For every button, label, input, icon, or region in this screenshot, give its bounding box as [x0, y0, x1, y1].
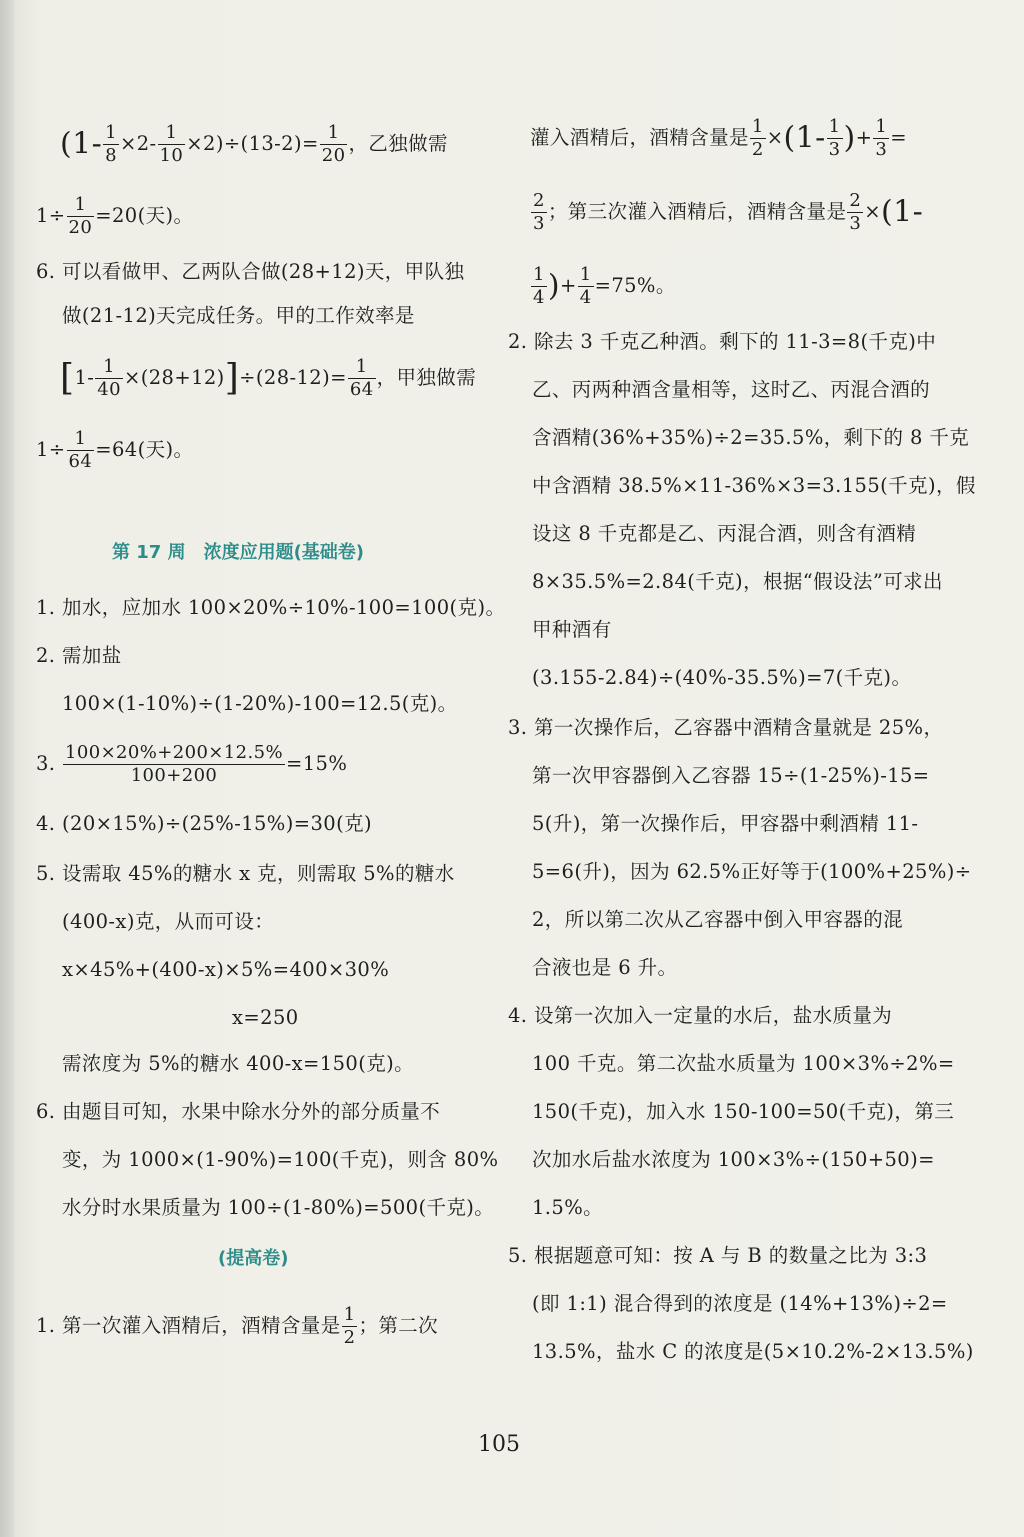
fraction [750, 118, 766, 159]
text-fragment: 1. 第一次灌入酒精后，酒精含量是 [36, 1314, 341, 1337]
fraction [158, 124, 186, 165]
page-number: 105 [478, 1432, 520, 1457]
fraction [531, 266, 547, 307]
numerator: 1 [105, 122, 117, 143]
text-line: 5(升)，第一次操作后，甲容器中剩酒精 11- [532, 812, 919, 835]
denominator: 10 [159, 145, 184, 166]
fraction [348, 358, 376, 399]
text-line: (400-x)克，从而可设： [62, 910, 275, 933]
text-line: 6. 由题目可知，水果中除水分外的部分质量不 [36, 1100, 441, 1123]
text-line [36, 430, 193, 471]
text-fragment: =64(天)。 [95, 438, 194, 461]
text-fragment: ；第三次灌入酒精后，酒精含量是 [547, 200, 847, 223]
text-line: x×45%+(400-x)×5%=400×30% [62, 958, 390, 981]
denominator: 2 [751, 139, 764, 160]
text-fragment: ) [547, 268, 560, 304]
book-gutter [0, 0, 14, 1537]
text-fragment: 1÷ [36, 438, 66, 461]
numerator: 1 [875, 116, 888, 137]
text-fragment: × [864, 200, 881, 223]
text-fragment: =75%。 [594, 274, 676, 297]
text-line: 4. 设第一次加入一定量的水后，盐水质量为 [508, 1004, 893, 1027]
text-fragment: = [890, 126, 907, 149]
text-line: 水分时水果质量为 100÷(1-80%)=500(千克)。 [62, 1196, 495, 1219]
text-fragment: ；第二次 [358, 1314, 439, 1337]
text-fragment: 灌入酒精后，酒精含量是 [530, 126, 749, 149]
text-fragment: 1- [74, 366, 95, 389]
denominator: 4 [533, 287, 545, 308]
text-line [36, 1306, 438, 1347]
fraction [531, 192, 547, 233]
text-fragment: ) [843, 120, 856, 156]
text-line: 5. 根据题意可知：按 A 与 B 的数量之比为 3:3 [508, 1244, 928, 1267]
text-line: x=250 [232, 1006, 299, 1029]
text-line: 8×35.5%=2.84(千克)，根据“假设法”可求出 [532, 570, 943, 593]
numerator: 1 [95, 358, 123, 379]
fraction [873, 118, 889, 159]
text-fragment: )÷(13-2)= [215, 132, 319, 155]
denominator: 3 [533, 213, 545, 234]
section-heading: 第 17 周 浓度应用题(基础卷) [112, 542, 365, 563]
numerator: 1 [320, 124, 348, 145]
denominator: 20 [68, 217, 93, 238]
text-line: 100×(1-10%)÷(1-20%)-100=12.5(克)。 [62, 692, 458, 715]
numerator: 1 [533, 264, 545, 285]
fraction [320, 124, 348, 165]
text-line: 13.5%，盐水 C 的浓度是(5×10.2%-2×13.5%) [532, 1340, 974, 1363]
text-line: 4. (20×15%)÷(25%-15%)=30(克) [36, 812, 373, 835]
text-line: 6. 可以看做甲、乙两队合做(28+12)天，甲队独 [36, 260, 465, 283]
text-line: 变，为 1000×(1-90%)=100(千克)，则含 80% [62, 1148, 499, 1171]
text-line: (即 1:1) 混合得到的浓度是 (14%+13%)÷2= [532, 1292, 948, 1315]
text-line: 1. 加水，应加水 100×20%÷10%-100=100(克)。 [36, 596, 506, 619]
fraction [827, 118, 843, 159]
denominator: 8 [105, 145, 117, 166]
text-fragment: + [559, 274, 577, 297]
denominator: 3 [849, 213, 862, 234]
text-line: 5. 设需取 45%的糖水 x 克，则需取 5%的糖水 [36, 862, 455, 885]
text-line: 合液也是 6 升。 [532, 956, 678, 979]
text-line: 做(21-12)天完成任务。甲的工作效率是 [62, 304, 415, 327]
text-fragment: (1- [880, 194, 924, 230]
fraction [342, 1306, 358, 1347]
fraction [95, 358, 123, 399]
text-fragment: 1÷ [36, 204, 66, 227]
fraction [67, 196, 95, 237]
text-line [36, 196, 193, 237]
denominator: 3 [828, 139, 841, 160]
numerator: 1 [751, 116, 764, 137]
text-line: 乙、丙两种酒含量相等，这时乙、丙混合酒的 [532, 378, 931, 401]
text-line: 中含酒精 38.5%×11-36%×3=3.155(千克)，假 [532, 474, 976, 497]
text-line: 2. 需加盐 [36, 644, 122, 667]
denominator: 100+200 [130, 765, 218, 786]
text-fragment: × [766, 126, 784, 149]
denominator: 64 [349, 379, 374, 400]
text-line [530, 118, 907, 159]
text-fragment: 3. [36, 752, 63, 775]
text-line: 次加水后盐水浓度为 100×3%÷(150+50)= [532, 1148, 935, 1171]
text-line [36, 744, 347, 785]
text-fragment: + [855, 126, 873, 149]
text-fragment: =20(天)。 [95, 204, 194, 227]
numerator: 1 [67, 196, 95, 217]
numerator: 2 [849, 190, 862, 211]
text-line: 2，所以第二次从乙容器中倒入甲容器的混 [532, 908, 904, 931]
denominator: 64 [68, 451, 93, 472]
text-line: (3.155-2.84)÷(40%-35.5%)=7(千克)。 [532, 666, 912, 689]
text-line: 设这 8 千克都是乙、丙混合酒，则含有酒精 [532, 522, 917, 545]
text-line: 5=6(升)，因为 62.5%正好等于(100%+25%)÷ [532, 860, 972, 883]
text-fragment: (1- [60, 126, 103, 162]
fraction [67, 430, 95, 471]
text-line: 第一次甲容器倒入乙容器 15÷(1-25%)-15= [532, 764, 930, 787]
text-line: 需浓度为 5%的糖水 400-x=150(克)。 [62, 1052, 415, 1075]
text-fragment: ，甲独做需 [376, 366, 477, 389]
text-fragment: ×2 [186, 132, 216, 155]
numerator: 1 [579, 264, 592, 285]
text-fragment: ，乙独做需 [348, 132, 448, 155]
numerator: 1 [158, 124, 186, 145]
text-line: 100 千克。第二次盐水质量为 100×3%÷2%= [532, 1052, 955, 1075]
denominator: 20 [321, 145, 346, 166]
text-fragment: =15% [285, 752, 348, 775]
section-heading: (提高卷) [218, 1248, 289, 1269]
text-line [60, 124, 448, 165]
numerator: 2 [533, 190, 545, 211]
numerator: 1 [348, 358, 376, 379]
text-fragment: ×(28+12) [123, 366, 225, 389]
numerator: 1 [828, 116, 841, 137]
text-line: 甲种酒有 [532, 618, 612, 641]
text-fragment: ] [224, 357, 240, 399]
text-fragment: ÷(28-12)= [239, 366, 347, 389]
numerator: 1 [343, 1304, 356, 1325]
denominator: 3 [875, 139, 888, 160]
text-line: 3. 第一次操作后，乙容器中酒精含量就是 25%， [508, 716, 944, 739]
text-fragment: (1- [783, 120, 826, 156]
text-fragment: [ [60, 357, 75, 399]
text-fragment: ×2- [120, 132, 157, 155]
fraction [103, 124, 119, 165]
text-line [530, 192, 923, 233]
text-line [530, 266, 676, 307]
text-line: 150(千克)，加入水 150-100=50(千克)，第三 [532, 1100, 955, 1123]
fraction [847, 192, 863, 233]
fraction [63, 744, 285, 785]
text-line [60, 358, 476, 399]
denominator: 4 [579, 287, 592, 308]
numerator: 100×20%+200×12.5% [65, 742, 283, 763]
denominator: 40 [97, 379, 121, 400]
denominator: 2 [343, 1327, 356, 1348]
text-line: 含酒精(36%+35%)÷2=35.5%，剩下的 8 千克 [532, 426, 970, 449]
text-line: 2. 除去 3 千克乙种酒。剩下的 11-3=8(千克)中 [508, 330, 937, 353]
numerator: 1 [67, 430, 95, 451]
fraction [578, 266, 594, 307]
text-line: 1.5%。 [532, 1196, 604, 1219]
